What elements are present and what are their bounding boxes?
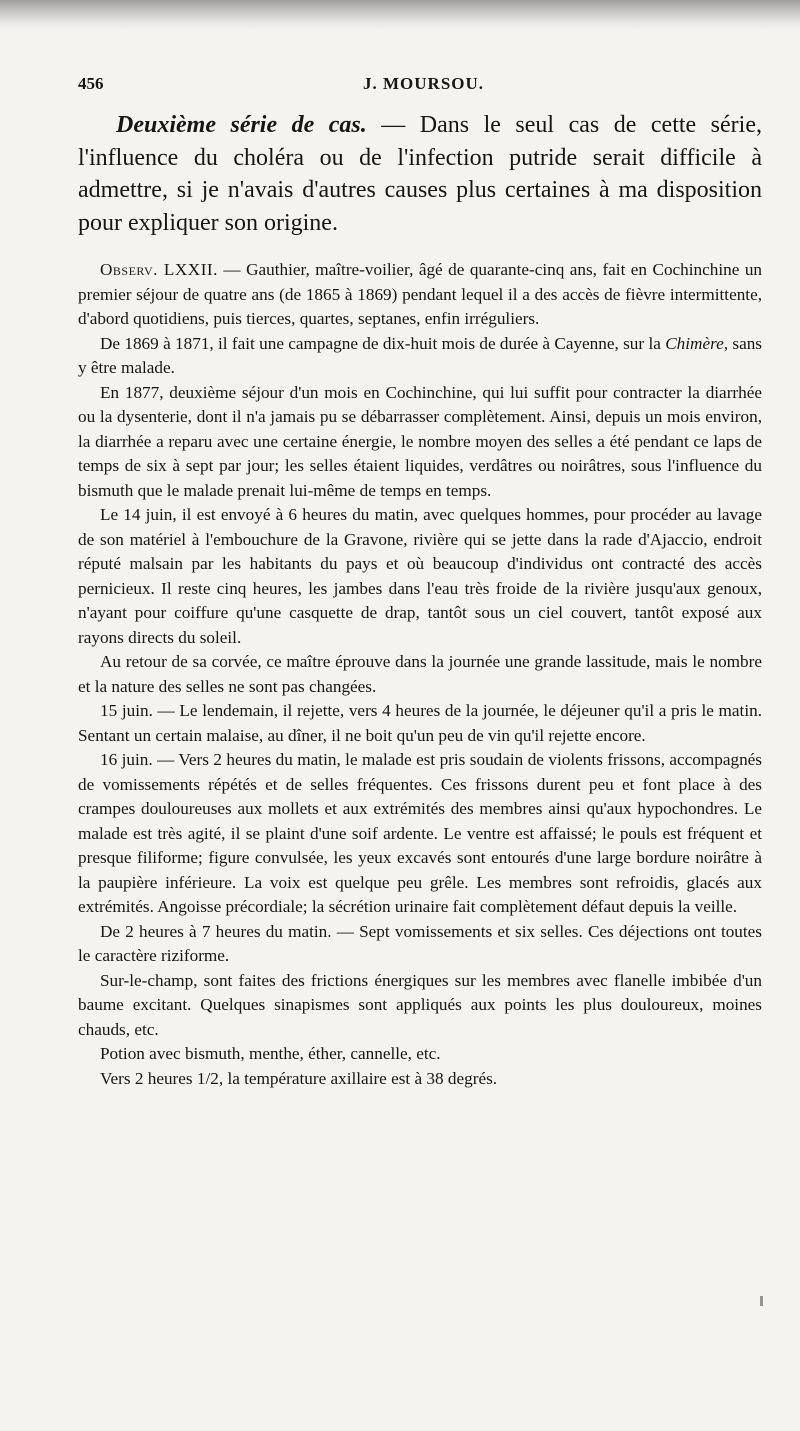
observation-paragraph-9: Sur-le-champ, sont faites des frictions énergiques sur les membres avec flanelle imbibée d'un baume excitant. Quelques sinapismes sont appliqués aux points les plus douloureux, moines chauds, etc.: [78, 970, 762, 1039]
observation-text-1: — Gauthier, maître-voilier, âgé de quarante-cinq ans, fait en Cochinchine un premier séjour de quatre ans (de 1865 à 1869) pendant lequel il a des accès de fièvre intermittente, d'abord quotidiens, puis tierces, quartes, septanes, enfin irréguliers.: [78, 260, 763, 328]
observation-paragraph-4: Le 14 juin, il est envoyé à 6 heures du matin, avec quelques hommes, pour procéder au lavage de son matériel à l'embouchure de la Gravone, rivière qui se jette dans la rade d'Ajaccio, endroit réputé malsain par les habitants du pays et où beaucoup d'individus ont contracté des accès pernicieux. Il reste cinq heures, les jambes dans l'eau très froide de la rivière jusqu'aux genoux, n'ayant pour coiffure qu'une casquette de drap, tantôt sous un ciel couvert, tantôt exposé aux rayons directs du soleil.: [78, 505, 762, 647]
observation-paragraph-7: 16 juin. — Vers 2 heures du matin, le malade est pris soudain de violents frissons, accompagnés de vomissements répétés et de selles fréquentes. Ces frissons durent peu et font place à des crampes douloureuses aux mollets et aux extrémités des membres ainsi qu'aux hypochondres. Le malade est très agité, il se plaint d'une soif ardente. Le ventre est affaissé; le pouls est fréquent et presque filiforme; figure convulsée, les yeux excavés sont entourés d'une large bordure noirâtre à la paupière inférieure. La voix est quelque peu grêle. Les membres sont refroidis, glacés aux extrémités. Angoisse précordiale; la sécrétion urinaire fait complètement défaut depuis la veille.: [78, 750, 762, 916]
page-number: 456: [78, 74, 104, 93]
margin-mark: [760, 1296, 763, 1306]
observation-label: Observ. LXXII.: [100, 260, 218, 279]
observation-paragraph-6: 15 juin. — Le lendemain, il rejette, vers 4 heures de la journée, le déjeuner qu'il a pris le matin. Sentant un certain malaise, au dîner, il ne boit qu'un peu de vin qu'il rejette encore.: [78, 701, 762, 745]
scan-shadow-edge: [0, 0, 800, 30]
intro-text: — Dans le seul cas de cette série, l'influence du choléra ou de l'infection putride serait difficile à admettre, si je n'avais d'autres causes plus certaines à ma disposition pour expliquer son origine.: [78, 112, 762, 236]
observation-paragraph-1: [78, 258, 762, 332]
observation-body: [78, 258, 762, 1091]
section-lead: Deuxième série de cas.: [116, 112, 367, 138]
observation-paragraph-8: De 2 heures à 7 heures du matin. — Sept vomissements et six selles. Ces déjections ont toutes le caractère riziforme.: [78, 921, 762, 965]
ship-name: Chimère: [665, 333, 724, 353]
observation-paragraph-11: Vers 2 heures 1/2, la température axillaire est à 38 degrés.: [100, 1068, 498, 1088]
observation-text-2b: , sans y être malade.: [78, 333, 762, 377]
running-title: J. MOURSOU.: [363, 74, 485, 93]
intro-paragraph: [78, 109, 762, 239]
running-head: [78, 74, 738, 98]
observation-text-2a: De 1869 à 1871, il fait une campagne de dix-huit mois de durée à Cayenne, sur la: [100, 333, 666, 353]
observation-paragraph-2: [78, 332, 762, 381]
observation-paragraph-3: En 1877, deuxième séjour d'un mois en Cochinchine, qui lui suffit pour contracter la diarrhée ou la dysenterie, dont il n'a jamais pu se débarrasser complètement. Ainsi, depuis un mois environ, la diarrhée a reparu avec une certaine énergie, le nombre moyen des selles a été pendant ce laps de temps de six à sept par jour; les selles étaient liquides, verdâtres ou noirâtres, sous l'influence du bismuth que le malade prenait lui-même de temps en temps.: [78, 382, 762, 500]
observation-paragraph-10: Potion avec bismuth, menthe, éther, cannelle, etc.: [100, 1044, 441, 1063]
observation-paragraph-5: Au retour de sa corvée, ce maître éprouve dans la journée une grande lassitude, mais le nombre et la nature des selles ne sont pas changées.: [78, 652, 762, 696]
